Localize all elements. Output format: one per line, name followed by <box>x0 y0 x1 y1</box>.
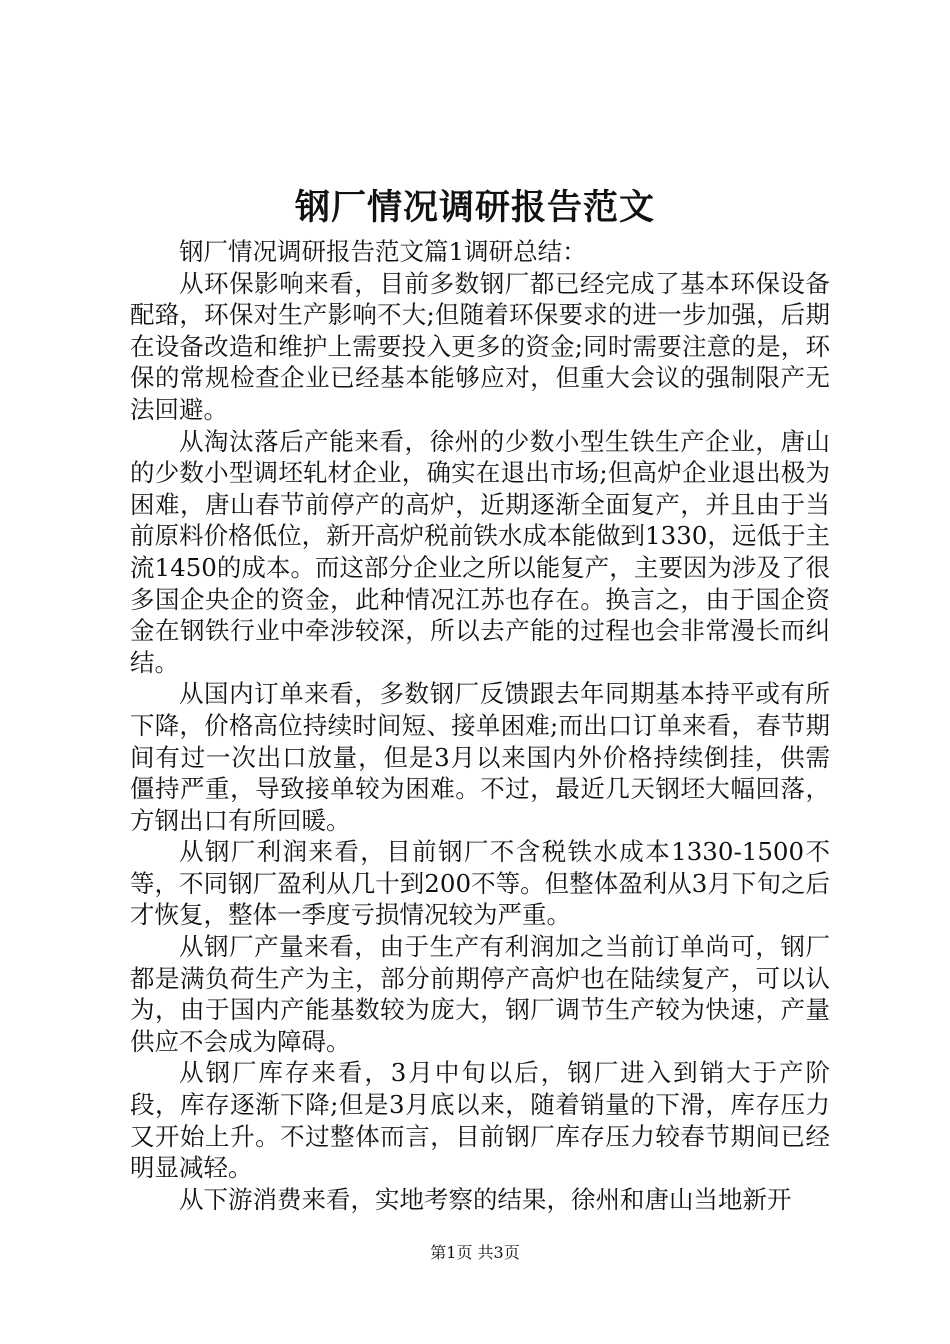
paragraph-orders: 从国内订单来看，多数钢厂反馈跟去年同期基本持平或有所下降，价格高位持续时间短、接单困难;而出口订单来看，春节期间有过一次出口放量，但是3月以来国内外价格持续倒挂，供需僵持严重，导致接单较为困难。不过，最近几天钢坯大幅回落，方钢出口有所回暖。 <box>130 679 830 835</box>
paragraph-consumption: 从下游消费来看，实地考察的结果，徐州和唐山当地新开 <box>179 1184 792 1214</box>
paragraph-inventory: 从钢厂库存来看，3月中旬以后，钢厂进入到销大于产阶段，库存逐渐下降;但是3月底以来，随着销量的下滑，库存压力又开始上升。不过整体而言，目前钢厂库存压力较春节期间已经明显减轻。 <box>130 1058 830 1183</box>
paragraph-capacity: 从淘汰落后产能来看，徐州的少数小型生铁生产企业，唐山的少数小型调坯轧材企业，确实在退出市场;但高炉企业退出极为困难，唐山春节前停产的高炉，近期逐渐全面复产，并且由于当前原料价格低位，新开高炉税前铁水成本能做到1330，远低于主流1450的成本。而这部分企业之所以能复产，主要因为涉及了很多国企央企的资金，此种情况江苏也存在。换言之，由于国企资金在钢铁行业中牵涉较深，所以去产能的过程也会非常漫长而纠结。 <box>130 426 830 677</box>
paragraph-output: 从钢厂产量来看，由于生产有利润加之当前订单尚可，钢厂都是满负荷生产为主，部分前期停产高炉也在陆续复产，可以认为，由于国内产能基数较为庞大，钢厂调节生产较为快速，产量供应不会成为障碍。 <box>130 932 830 1056</box>
document-title: 钢厂情况调研报告范文 <box>294 187 655 228</box>
paragraph-environment: 从环保影响来看，目前多数钢厂都已经完成了基本环保设备配臵，环保对生产影响不大;但随着环保要求的进一步加强，后期在设备改造和维护上需要投入更多的资金;同时需要注意的是，环保的常规检查企业已经基本能够应对，但重大会议的强制限产无法回避。 <box>130 268 830 424</box>
page-number-footer: 第1页 共3页 <box>430 1243 520 1262</box>
paragraph-profit: 从钢厂利润来看，目前钢厂不含税铁水成本1330-1500不等，不同钢厂盈利从几十到200不等。但整体盈利从3月下旬之后才恢复，整体一季度亏损情况较为严重。 <box>130 837 830 930</box>
document-body <box>130 236 830 1215</box>
paragraph-intro: 钢厂情况调研报告范文篇1调研总结： <box>179 237 587 266</box>
